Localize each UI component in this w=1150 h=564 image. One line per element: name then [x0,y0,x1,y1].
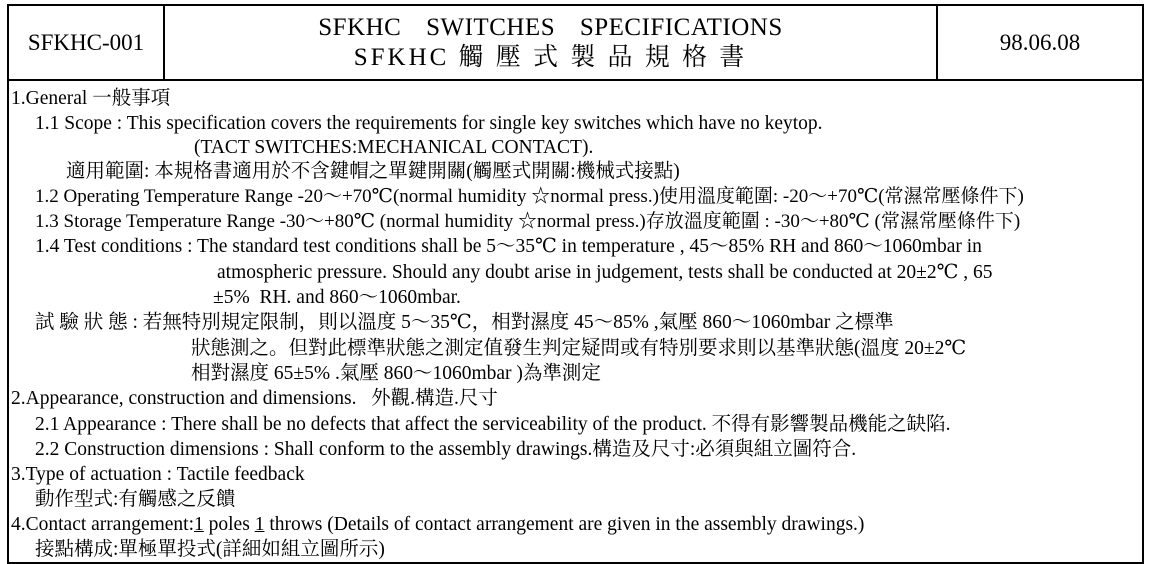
title-chinese: SFKHC 觸 壓 式 製 品 規 格 書 [353,43,748,71]
test-conditions-line-3: ±5% RH. and 860～1060mbar. [213,287,461,308]
poles-label: poles [203,514,255,535]
test-conditions-line-1: 1.4 Test conditions : The standard test conditions shall be 5～35℃ in temperature , 45～85% RH and 860～1060mbar in [35,236,982,257]
header-table [9,6,1142,81]
doc-date-text: 98.06.08 [999,29,1081,55]
doc-date [938,6,1142,79]
test-conditions-zh-2: 狀態測之。但對此標準狀態之測定值發生判定疑問或有特別要求則以基準狀態(溫度 20±2℃ [191,338,967,359]
test-conditions-zh-3: 相對濕度 65±5% .氣壓 860～1060mbar )為準測定 [191,363,601,384]
test-conditions-zh-1: 試 驗 狀 態 : 若無特別規定限制，則以溫度 5～35℃，相對濕度 45～85% ,氣壓 860～1060mbar 之標準 [35,312,894,333]
test-conditions-line-2: atmospheric pressure. Should any doubt arise in judgement, tests shall be conducted at 20±2℃ , 65 [217,262,993,283]
actuation-zh-line: 動作型式:有觸感之反饋 [35,489,236,510]
storage-temp-line: 1.3 Storage Temperature Range -30～+80℃ (normal humidity ☆normal press.)存放溫度範圍 : -30～+80℃ (常濕常壓條件下) [35,211,1021,232]
scope-line-2: (TACT SWITCHES:MECHANICAL CONTACT). [194,137,594,158]
doc-title [165,6,938,79]
title-english: SFKHC SWITCHES SPECIFICATIONS [318,13,783,41]
section-2-heading: 2.Appearance, construction and dimensions. 外觀.構造.尺寸 [11,388,498,409]
contact-arrangement-label: 4.Contact arrangement: [11,514,195,535]
section-4-heading [11,513,864,537]
poles-count: 1 [194,514,204,535]
spec-sheet [7,4,1144,564]
scope-line-1: 1.1 Scope : This specification covers the requirements for single key switches which have no keytop. [35,113,823,134]
construction-line: 2.2 Construction dimensions : Shall conform to the assembly drawings.構造及尺寸:必須與組立圖符合. [35,439,857,460]
appearance-line: 2.1 Appearance : There shall be no defects that affect the serviceability of the product. 不得有影響製品機能之缺陷. [35,414,951,435]
throws-detail: throws (Details of contact arrangement are given in the assembly drawings.) [264,514,865,535]
section-1-heading: 1.General 一般事項 [11,88,171,109]
doc-code-text: SFKHC-001 [27,29,145,55]
contact-arrangement-zh: 接點構成:單極單投式(詳細如組立圖所示) [35,539,385,560]
throws-count: 1 [254,514,265,535]
section-3-heading: 3.Type of actuation : Tactile feedback [11,464,305,485]
operating-temp-line: 1.2 Operating Temperature Range -20～+70℃(normal humidity ☆normal press.)使用溫度範圍: -20～+70℃(常濕常壓條件下) [35,186,1024,207]
scope-line-3: 適用範圍: 本規格書適用於不含鍵帽之單鍵開關(觸壓式開關:機械式接點) [66,161,680,182]
doc-code [9,6,165,79]
